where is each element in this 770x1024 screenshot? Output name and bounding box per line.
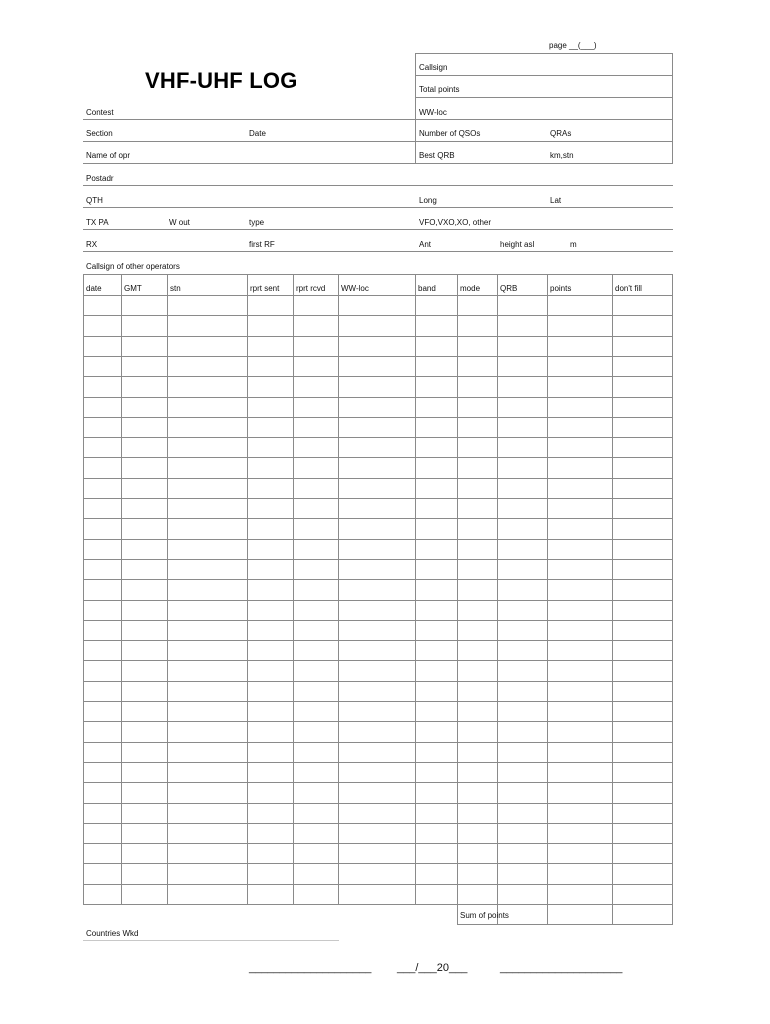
table-row xyxy=(83,904,673,905)
qth-label: QTH xyxy=(86,196,103,205)
height-unit-label: m xyxy=(570,240,577,249)
column-header-qrb: QRB xyxy=(500,284,518,293)
table-row xyxy=(83,397,673,398)
table-row xyxy=(83,782,673,783)
table-row xyxy=(83,600,673,601)
table-row xyxy=(83,315,673,316)
table-column-line xyxy=(672,274,673,924)
table-column-line xyxy=(497,274,498,924)
column-header-points: points xyxy=(550,284,572,293)
table-column-line xyxy=(415,274,416,904)
countries-wkd-line xyxy=(83,940,339,941)
section-label: Section xyxy=(86,129,113,138)
page-number-label: page __(___) xyxy=(549,41,597,50)
table-row xyxy=(83,478,673,479)
table-row xyxy=(83,640,673,641)
vfo-label: VFO,VXO,XO, other xyxy=(419,218,492,227)
sum-of-points-label: Sum of points xyxy=(460,911,509,920)
first-rf-label: first RF xyxy=(249,240,275,249)
height-asl-label: height asl xyxy=(500,240,535,249)
table-row xyxy=(83,437,673,438)
table-row xyxy=(83,701,673,702)
second-signature-line: ____________________ xyxy=(500,962,623,974)
date-label: Date xyxy=(249,129,266,138)
table-row xyxy=(83,518,673,519)
table-row xyxy=(83,823,673,824)
column-header-gmt: GMT xyxy=(124,284,142,293)
qras-label: QRAs xyxy=(550,129,572,138)
table-column-line xyxy=(457,274,458,924)
callsign-label: Callsign xyxy=(419,63,448,72)
table-column-line xyxy=(121,274,122,904)
table-row xyxy=(83,579,673,580)
ww-loc-label: WW-loc xyxy=(419,108,447,117)
table-column-line xyxy=(338,274,339,904)
table-row xyxy=(83,457,673,458)
table-row xyxy=(83,863,673,864)
column-header-date: date xyxy=(86,284,102,293)
table-row xyxy=(83,681,673,682)
column-header-ww-loc: WW-loc xyxy=(341,284,369,293)
contest-label: Contest xyxy=(86,108,114,117)
table-row xyxy=(83,336,673,337)
tx-pa-label: TX PA xyxy=(86,218,109,227)
table-top-border xyxy=(83,274,673,275)
table-column-line xyxy=(547,274,548,924)
table-row xyxy=(83,843,673,844)
page-title: VHF-UHF LOG xyxy=(145,68,298,93)
number-of-qsos-label: Number of QSOs xyxy=(419,129,481,138)
countries-wkd-label: Countries Wkd xyxy=(86,929,139,938)
column-header-rprt-rcvd: rprt rcvd xyxy=(296,284,326,293)
table-row xyxy=(83,356,673,357)
table-row xyxy=(83,539,673,540)
total-points-label: Total points xyxy=(419,85,460,94)
lat-label: Lat xyxy=(550,196,562,205)
table-row xyxy=(83,498,673,499)
table-column-line xyxy=(83,274,84,904)
other-operators-label: Callsign of other operators xyxy=(86,262,180,271)
table-row xyxy=(83,762,673,763)
date-line: ___/___20___ xyxy=(397,962,468,974)
table-column-line xyxy=(247,274,248,904)
column-header-band: band xyxy=(418,284,436,293)
table-header-divider xyxy=(83,295,673,296)
table-row xyxy=(83,559,673,560)
long-label: Long xyxy=(419,196,437,205)
table-row xyxy=(83,721,673,722)
table-row xyxy=(83,376,673,377)
w-out-label: W out xyxy=(169,218,190,227)
signature-line: ____________________ xyxy=(249,962,372,974)
table-row xyxy=(83,742,673,743)
rx-label: RX xyxy=(86,240,98,249)
table-column-line xyxy=(167,274,168,904)
ant-label: Ant xyxy=(419,240,432,249)
column-header-stn: stn xyxy=(170,284,181,293)
name-of-opr-label: Name of opr xyxy=(86,151,131,160)
column-header-don-t-fill: don't fill xyxy=(615,284,642,293)
table-row xyxy=(83,620,673,621)
sum-row-bottom xyxy=(457,924,673,925)
column-header-rprt-sent: rprt sent xyxy=(250,284,280,293)
km-stn-label: km,stn xyxy=(550,151,574,160)
table-column-line xyxy=(293,274,294,904)
postadr-label: Postadr xyxy=(86,174,114,183)
table-row xyxy=(83,884,673,885)
best-qrb-label: Best QRB xyxy=(419,151,455,160)
type-label: type xyxy=(249,218,265,227)
table-column-line xyxy=(612,274,613,924)
table-row xyxy=(83,803,673,804)
column-header-mode: mode xyxy=(460,284,481,293)
table-row xyxy=(83,660,673,661)
table-row xyxy=(83,417,673,418)
